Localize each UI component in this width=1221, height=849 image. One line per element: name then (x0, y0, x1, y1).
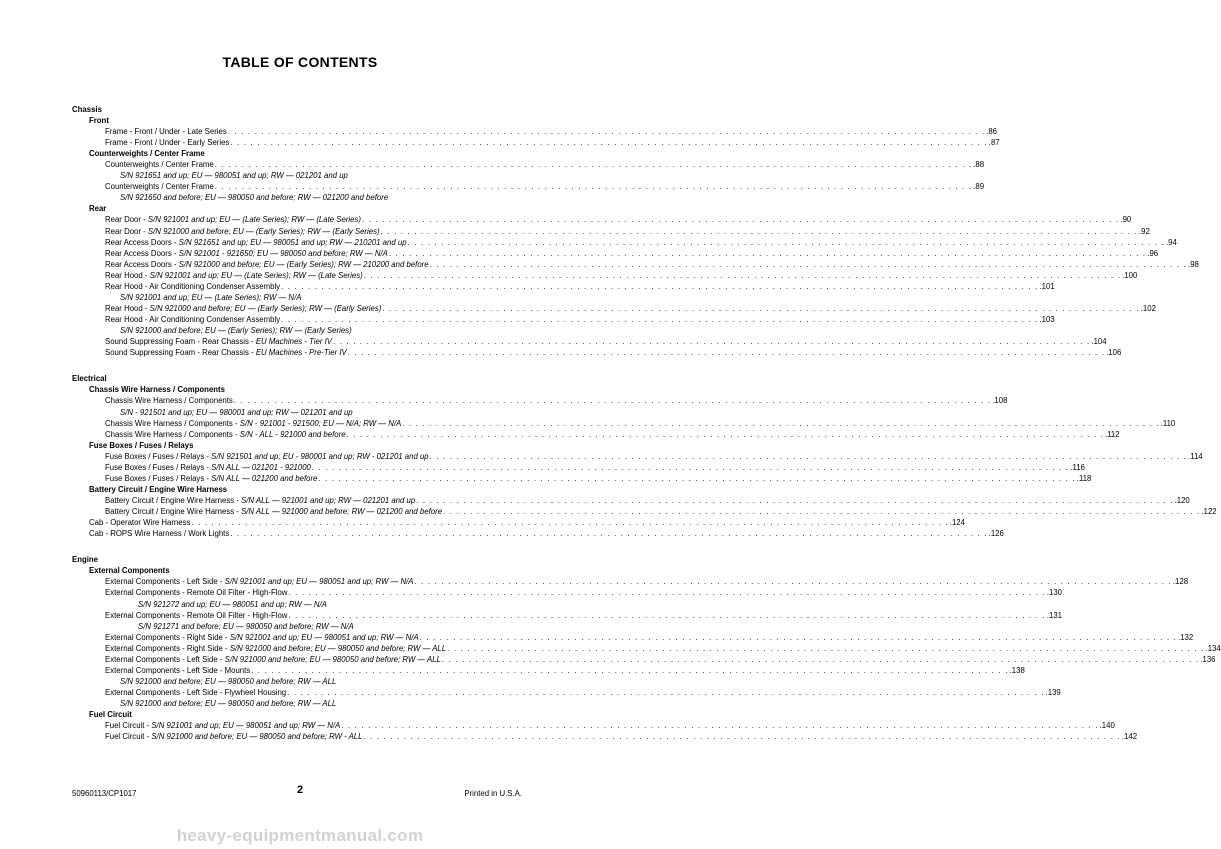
toc-page-value: 86 (988, 127, 998, 136)
toc-page-number: .120 (1174, 496, 1190, 506)
toc-entry-title (105, 214, 361, 225)
toc-entry-serial-range: S/N 921651 and up; EU — 980051 and up; RW — 021201 and up (120, 171, 348, 181)
toc-entry-title (89, 528, 229, 539)
toc-entry-qualifier: S/N 921000 and before; EU — 980050 and before; RW — ALL (224, 654, 441, 664)
toc-entry-text: Chassis Wire Harness / Components - (105, 429, 240, 439)
toc-entry-title (105, 473, 317, 484)
toc-entry-title (105, 270, 363, 281)
subsection-heading: Fuel Circuit (89, 710, 132, 720)
toc-entry-text: Rear Door - (105, 215, 148, 225)
toc-entry[interactable] (72, 610, 1063, 621)
dot-leader: . . . . . . . . . . . . . . . . . . . . . . . . . . . . . . . . . . . . . . . . . . . . . . . . . . . . . . . . . . . . . . . . . . . . . . . . . . . . . . . . . . . . . . . . . . . . . . . . . . . . . . . . . . . . . . . . . (214, 160, 973, 170)
dot-leader: . . . . . . . . . . . . . . . . . . . . . . . . . . . . . . . . . . . . . . . . . . . . . . . . . . . . . . . . . . . . . . . . . . . . . . . . . . . . . . . . . . . . . . . . . . . . . . . . . . . . . . . . . . . . . . . . . (429, 259, 1188, 269)
dot-leader: . . . . . . . . . . . . . . . . . . . . . . . . . . . . . . . . . . . . . . . . . . . . . . . . . . . . . . . . . . . . . . . . . . . . . . . . . . . . . . . . . . . . . . . . . . . . . . . . . . . . . . . . . . . . . . . . . (227, 127, 986, 136)
toc-entry[interactable] (72, 429, 1120, 440)
toc-entry[interactable] (72, 395, 1008, 406)
toc-entry-text: Fuse Boxes / Fuses / Relays - (105, 451, 212, 461)
toc-entry[interactable] (72, 506, 1217, 517)
toc-entry[interactable] (72, 517, 965, 528)
toc-entry[interactable] (72, 237, 1177, 248)
watermark: heavy-equipmentmanual.com (176, 826, 424, 845)
dot-leader: . . . . . . . . . . . . . . . . . . . . . . . . . . . . . . . . . . . . . . . . . . . . . . . . . . . . . . . . . . . . . . . . . . . . . . . . . . . . . . . . . . . . . . . . . . . . . . . . . . . . . . . . . . . . . . . . . (333, 337, 1091, 347)
toc-entry[interactable] (72, 473, 1092, 484)
toc-entry-title (105, 610, 287, 621)
toc-page-value: 108 (994, 396, 1008, 406)
toc-entry-text: External Components - Remote Oil Filter - High-Flow (105, 588, 288, 598)
toc-page-number: .87 (988, 138, 1000, 148)
toc-page-number: .102 (1140, 304, 1156, 314)
toc-entry[interactable] (72, 214, 1132, 225)
subsection-heading: External Components (89, 566, 170, 576)
dot-leader: . . . . . . . . . . . . . . . . . . . . . . . . . . . . . . . . . . . . . . . . . . . . . . . . . . . . . . . . . . . . . . . . . . . . . . . . . . . . . . . . . . . . . . . . . . . . . . . . . . . . . . . . . . . . . . . . . (233, 396, 992, 406)
toc-page-value: 138 (1011, 665, 1025, 675)
toc-page-number: .124 (949, 518, 965, 528)
toc-page-number: .132 (1178, 632, 1194, 642)
toc-page-number: .86 (986, 127, 998, 136)
toc-entry[interactable] (72, 248, 1159, 259)
toc-entry-text: Rear Door - (105, 226, 148, 236)
toc-entry-text: Sound Suppressing Foam - Rear Chassis - (105, 337, 256, 347)
dot-leader: . . . . . . . . . . . . . . . . . . . . . . . . . . . . . . . . . . . . . . . . . . . . . . . . . . . . . . . . . . . . . . . . . . . . . . . . . . . . . . . . . . . . . . . . . . . . . . . . . . . . . . . . . . . . . . . . . (407, 237, 1165, 247)
section-heading: Chassis (72, 105, 102, 114)
toc-entry[interactable] (72, 462, 1085, 473)
toc-entry-text: Rear Access Doors - (105, 259, 179, 269)
toc-page-value: 112 (1107, 429, 1120, 439)
toc-entry-serial-range: S/N 921000 and before; EU — 980050 and before; RW — ALL (120, 677, 337, 687)
toc-entry-serial-range: S/N - 921501 and up; EU — 980001 and up; RW — 021201 and up (120, 407, 353, 417)
toc-entry-title (105, 687, 286, 698)
toc-entry-text: Fuel Circuit - (105, 732, 152, 742)
toc-entry-text: Chassis Wire Harness / Components (105, 396, 233, 406)
toc-entry-qualifier: S/N ALL — 921001 and up; RW — 021201 and up (241, 496, 416, 506)
toc-entry-qualifier: S/N - ALL - 921000 and before (239, 429, 346, 439)
dot-leader: . . . . . . . . . . . . . . . . . . . . . . . . . . . . . . . . . . . . . . . . . . . . . . . . . . . . . . . . . . . . . . . . . . . . . . . . . . . . . . . . . . . . . . . . . . . . . . . . . . . . . . . . . . . . . . . . . (281, 281, 1039, 291)
toc-entry-title (105, 395, 233, 406)
toc-entry-text: Sound Suppressing Foam - Rear Chassis - (105, 348, 256, 358)
toc-entry-text: Frame - Front / Under - Late Series (105, 127, 227, 136)
toc-entry[interactable] (72, 720, 1115, 731)
subsection-heading: Fuse Boxes / Fuses / Relays (89, 440, 194, 450)
toc-page-number: .130 (1046, 588, 1063, 598)
toc-page-number: .89 (973, 182, 985, 192)
toc-page-number: .116 (1070, 462, 1085, 472)
toc-entry[interactable] (72, 259, 1199, 270)
dot-leader: . . . . . . . . . . . . . . . . . . . . . . . . . . . . . . . . . . . . . . . . . . . . . . . . . . . . . . . . . . . . . . . . . . . . . . . . . . . . . . . . . . . . . . . . . . . . . . . . . . . . . . . . . . . . . . . . . (388, 248, 1147, 258)
document-number: 50960113/CP1017 (72, 789, 137, 798)
toc-entry-text: External Components - Left Side - (105, 654, 225, 664)
toc-page-value: 130 (1049, 588, 1063, 598)
dot-leader: . . . . . . . . . . . . . . . . . . . . . . . . . . . . . . . . . . . . . . . . . . . . . . . . . . . . . . . . . . . . . . . . . . . . . . . . . . . . . . . . . . . . . . . . . . . . . . . . . . . . . . . . . . . . . . . . . (191, 518, 949, 528)
toc-entry-qualifier: S/N 921000 and before; EU — (Early Series); RW — 210200 and before (178, 259, 429, 269)
subsection-heading: Front (89, 116, 109, 125)
toc-entry-title (105, 126, 227, 137)
toc-page-number: .104 (1091, 337, 1107, 347)
toc-entry-serial-range: S/N 921001 and up; EU — (Late Series); RW — N/A (120, 293, 302, 303)
dot-leader: . . . . . . . . . . . . . . . . . . . . . . . . . . . . . . . . . . . . . . . . . . . . . . . . . . . . . . . . . . . . . . . . . . . . . . . . . . . . . . . . . . . . . . . . . . . . . . . . . . . . . . . . . . . . . . . . . (443, 507, 1201, 517)
toc-page-value: 128 (1175, 577, 1189, 587)
subsection-heading: Rear (89, 204, 107, 214)
toc-page-value: 87 (990, 138, 1000, 148)
toc-page-value: 102 (1142, 304, 1156, 314)
toc-entry-text: Rear Access Doors - (105, 237, 179, 247)
printed-in-label: Printed in U.S.A. (464, 789, 522, 798)
toc-entry-title (105, 248, 388, 259)
toc-page-number: .136 (1200, 654, 1216, 664)
toc-entry[interactable] (72, 336, 1107, 347)
toc-entry[interactable] (72, 654, 1216, 665)
toc-entry-qualifier: EU Machines - Tier IV (255, 337, 332, 347)
dot-leader: . . . . . . . . . . . . . . . . . . . . . . . . . . . . . . . . . . . . . . . . . . . . . . . . . . . . . . . . . . . . . . . . . . . . . . . . . . . . . . . . . . . . . . . . . . . . . . . . . . . . . . . . . . . . . . . . . (288, 588, 1046, 598)
toc-page-number: .128 (1172, 577, 1189, 587)
toc-page-number: .96 (1147, 248, 1159, 258)
toc-page-number: .90 (1120, 215, 1132, 225)
toc-entry-title (105, 654, 441, 665)
toc-entry-title (105, 665, 250, 676)
toc-entry-text: Fuse Boxes / Fuses / Relays - (105, 473, 212, 483)
dot-leader: . . . . . . . . . . . . . . . . . . . . . . . . . . . . . . . . . . . . . . . . . . . . . . . . . . . . . . . . . . . . . . . . . . . . . . . . . . . . . . . . . . . . . . . . . . . . . . . . . . . . . . . . . . . . . . . . . (447, 643, 1205, 653)
table-of-contents (72, 104, 1221, 742)
toc-entry-text: Rear Hood - Air Conditioning Condenser Assembly (105, 281, 281, 291)
toc-page-value: 124 (951, 518, 965, 528)
toc-entry-title (105, 259, 429, 270)
subsection-heading: Chassis Wire Harness / Components (89, 385, 225, 395)
toc-entry-qualifier: S/N 921001 and up; EU — 980051 and up; RW — N/A (224, 577, 414, 587)
dot-leader: . . . . . . . . . . . . . . . . . . . . . . . . . . . . . . . . . . . . . . . . . . . . . . . . . . . . . . . . . . . . . . . . . . . . . . . . . . . . . . . . . . . . . . . . . . . . . . . . . . . . . . . . . . . . . . . . . (363, 270, 1122, 280)
dot-leader: . . . . . . . . . . . . . . . . . . . . . . . . . . . . . . . . . . . . . . . . . . . . . . . . . . . . . . . . . . . . . . . . . . . . . . . . . . . . . . . . . . . . . . . . . . . . . . . . . . . . . . . . . . . . . . . . . (311, 462, 1070, 472)
toc-page-number: .94 (1165, 237, 1177, 247)
toc-entry[interactable] (72, 418, 1176, 429)
toc-entry-text: Counterweights / Center Frame (105, 160, 214, 170)
toc-page-value: 116 (1072, 462, 1085, 472)
toc-entry-text: Cab - ROPS Wire Harness / Work Lights (89, 529, 230, 539)
toc-entry-title (105, 314, 280, 325)
toc-entry-title (105, 576, 413, 587)
toc-entry[interactable] (72, 226, 1150, 237)
toc-page-number: .138 (1009, 665, 1025, 675)
toc-entry-text: External Components - Left Side - Flywheel Housing (105, 688, 287, 698)
dot-leader: . . . . . . . . . . . . . . . . . . . . . . . . . . . . . . . . . . . . . . . . . . . . . . . . . . . . . . . . . . . . . . . . . . . . . . . . . . . . . . . . . . . . . . . . . . . . . . . . . . . . . . . . . . . . . . . . . (416, 496, 1174, 506)
toc-entry[interactable] (72, 347, 1122, 358)
toc-page-number: .98 (1188, 259, 1199, 269)
dot-leader: . . . . . . . . . . . . . . . . . . . . . . . . . . . . . . . . . . . . . . . . . . . . . . . . . . . . . . . . . . . . . . . . . . . . . . . . . . . . . . . . . . . . . . . . . . . . . . . . . . . . . . . . . . . . . . . . . (380, 226, 1138, 236)
toc-entry-text: Fuel Circuit - (105, 721, 152, 731)
toc-entry[interactable] (72, 528, 1004, 539)
dot-leader: . . . . . . . . . . . . . . . . . . . . . . . . . . . . . . . . . . . . . . . . . . . . . . . . . . . . . . . . . . . . . . . . . . . . . . . . . . . . . . . . . . . . . . . . . . . . . . . . . . . . . . . . . . . . . . . . . (441, 654, 1200, 664)
toc-page-value: 132 (1180, 632, 1194, 642)
toc-page-number: .110 (1160, 418, 1176, 428)
toc-entry-title (105, 137, 229, 148)
toc-page-value: 118 (1078, 473, 1092, 483)
toc-entry-title (105, 462, 311, 473)
dot-leader: . . . . . . . . . . . . . . . . . . . . . . . . . . . . . . . . . . . . . . . . . . . . . . . . . . . . . . . . . . . . . . . . . . . . . . . . . . . . . . . . . . . . . . . . . . . . . . . . . . . . . . . . . . . . . . . . . (346, 429, 1104, 439)
toc-entry[interactable] (72, 731, 1138, 742)
toc-entry-title (105, 495, 415, 506)
toc-page-number: .108 (992, 396, 1008, 406)
toc-page-number: .134 (1205, 643, 1221, 653)
toc-entry[interactable] (72, 632, 1194, 643)
toc-page-value: 106 (1108, 348, 1122, 358)
toc-page-value: 104 (1093, 337, 1107, 347)
toc-entry[interactable] (72, 126, 998, 137)
toc-page-number: .106 (1106, 348, 1122, 358)
toc-entry-title (105, 159, 214, 170)
toc-entry-qualifier: S/N 921000 and before; EU — 980050 and before; RW - ALL (151, 732, 363, 742)
dot-leader: . . . . . . . . . . . . . . . . . . . . . . . . . . . . . . . . . . . . . . . . . . . . . . . . . . . . . . . . . . . . . . . . . . . . . . . . . . . . . . . . . . . . . . . . . . . . . . . . . . . . . . . . . . . . . . . . . (318, 473, 1076, 483)
toc-entry-title (89, 517, 190, 528)
toc-page-number: .103 (1039, 315, 1055, 325)
toc-page-value: 126 (990, 529, 1004, 539)
dot-leader: . . . . . . . . . . . . . . . . . . . . . . . . . . . . . . . . . . . . . . . . . . . . . . . . . . . . . . . . . . . . . . . . . . . . . . . . . . . . . . . . . . . . . . . . . . . . . . . . . . . . . . . . . . . . . . . . . (287, 688, 1045, 698)
toc-entry-serial-range: S/N 921650 and before; EU — 980050 and before; RW — 021200 and before (120, 193, 389, 203)
toc-entry-text: External Components - Right Side - (105, 632, 230, 642)
toc-page-number: .126 (988, 529, 1004, 539)
toc-page-value: 94 (1168, 237, 1177, 247)
toc-entry-title (105, 181, 214, 192)
dot-leader: . . . . . . . . . . . . . . . . . . . . . . . . . . . . . . . . . . . . . . . . . . . . . . . . . . . . . . . . . . . . . . . . . . . . . . . . . . . . . . . . . . . . . . . . . . . . . . . . . . . . . . . . . . . . . . . . . (382, 304, 1140, 314)
toc-entry-text: Counterweights / Center Frame (105, 182, 214, 192)
toc-page-number: .114 (1188, 451, 1203, 461)
toc-entry-serial-range: S/N 921271 and before; EU — 980050 and before; RW — N/A (138, 621, 354, 631)
dot-leader: . . . . . . . . . . . . . . . . . . . . . . . . . . . . . . . . . . . . . . . . . . . . . . . . . . . . . . . . . . . . . . . . . . . . . . . . . . . . . . . . . . . . . . . . . . . . . . . . . . . . . . . . . . . . . . . . . (288, 610, 1046, 620)
toc-entry-qualifier: S/N ALL — 921000 and before; RW — 021200 and before (241, 507, 443, 517)
toc-page-value: 142 (1124, 732, 1138, 742)
toc-entry-text: Fuse Boxes / Fuses / Relays - (105, 462, 212, 472)
toc-entry-text: External Components - Remote Oil Filter - High-Flow (105, 610, 288, 620)
toc-entry-qualifier: S/N 921001 and up; EU — (Late Series); RW — (Late Series) (147, 215, 361, 225)
toc-page-number: .101 (1039, 281, 1055, 291)
toc-page-value: 122 (1203, 507, 1217, 517)
toc-entry[interactable] (72, 587, 1063, 598)
toc-page-value: 101 (1041, 281, 1055, 291)
toc-entry-title (105, 632, 419, 643)
toc-page-value: 92 (1141, 226, 1150, 236)
toc-page-value: 90 (1122, 215, 1132, 225)
toc-page-number: .92 (1139, 226, 1150, 236)
subsection-heading: Battery Circuit / Engine Wire Harness (89, 485, 228, 495)
toc-page-number: .140 (1099, 721, 1115, 731)
dot-leader: . . . . . . . . . . . . . . . . . . . . . . . . . . . . . . . . . . . . . . . . . . . . . . . . . . . . . . . . . . . . . . . . . . . . . . . . . . . . . . . . . . . . . . . . . . . . . . . . . . . . . . . . . . . . . . . . . (230, 138, 988, 148)
toc-page-value: 120 (1176, 496, 1190, 506)
toc-entry-title (105, 451, 429, 462)
toc-entry-qualifier: S/N 921001 - 921650; EU — 980050 and before; RW — N/A (178, 248, 388, 258)
toc-page-value: 136 (1202, 654, 1216, 664)
toc-entry[interactable] (72, 137, 1000, 148)
dot-leader: . . . . . . . . . . . . . . . . . . . . . . . . . . . . . . . . . . . . . . . . . . . . . . . . . . . . . . . . . . . . . . . . . . . . . . . . . . . . . . . . . . . . . . . . . . . . . . . . . . . . . . . . . . . . . . . . . (419, 632, 1178, 642)
toc-entry-text: Frame - Front / Under - Early Series (105, 138, 230, 148)
toc-entry[interactable] (72, 303, 1156, 314)
dot-leader: . . . . . . . . . . . . . . . . . . . . . . . . . . . . . . . . . . . . . . . . . . . . . . . . . . . . . . . . . . . . . . . . . . . . . . . . . . . . . . . . . . . . . . . . . . . . . . . . . . . . . . . . . . . . . . . . . (361, 215, 1120, 225)
toc-entry-qualifier: S/N 921651 and up; EU — 980051 and up; RW — 210201 and up (178, 237, 407, 247)
page-title: TABLE OF CONTENTS (222, 54, 378, 70)
toc-entry-text: Chassis Wire Harness / Components - (105, 418, 240, 428)
toc-entry-text: Cab - Operator Wire Harness (89, 518, 191, 528)
toc-entry[interactable] (72, 687, 1061, 698)
toc-entry-text: Rear Hood - (105, 270, 150, 280)
toc-entry[interactable] (72, 576, 1189, 587)
toc-entry-qualifier: S/N - 921001 - 921500; EU — N/A; RW — N/A (239, 418, 402, 428)
dot-leader: . . . . . . . . . . . . . . . . . . . . . . . . . . . . . . . . . . . . . . . . . . . . . . . . . . . . . . . . . . . . . . . . . . . . . . . . . . . . . . . . . . . . . . . . . . . . . . . . . . . . . . . . . . . . . . . . . (214, 182, 973, 192)
dot-leader: . . . . . . . . . . . . . . . . . . . . . . . . . . . . . . . . . . . . . . . . . . . . . . . . . . . . . . . . . . . . . . . . . . . . . . . . . . . . . . . . . . . . . . . . . . . . . . . . . . . . . . . . . . . . . . . . . (414, 577, 1172, 587)
toc-entry-qualifier: EU Machines - Pre-Tier IV (255, 348, 347, 358)
toc-page-value: 100 (1124, 270, 1138, 280)
toc-entry-qualifier: S/N 921000 and before; EU — (Early Series); RW — (Early Series) (147, 226, 380, 236)
toc-page-number: .112 (1104, 429, 1120, 439)
toc-entry-qualifier: S/N ALL — 021201 - 921000 (211, 462, 311, 472)
toc-entry-title (105, 237, 407, 248)
toc-page-value: 88 (975, 160, 985, 170)
toc-entry-qualifier: S/N ALL — 021200 and before (211, 473, 318, 483)
toc-page-number: .118 (1076, 473, 1092, 483)
toc-entry-text: Rear Hood - Air Conditioning Condenser Assembly (105, 315, 281, 325)
toc-entry-title (105, 281, 280, 292)
section-heading: Engine (72, 555, 98, 565)
toc-entry-text: Battery Circuit / Engine Wire Harness - (105, 507, 242, 517)
toc-entry-text: Rear Hood - (105, 304, 150, 314)
toc-entry-qualifier: S/N 921000 and before; EU — 980050 and before; RW — ALL (229, 643, 447, 653)
dot-leader: . . . . . . . . . . . . . . . . . . . . . . . . . . . . . . . . . . . . . . . . . . . . . . . . . . . . . . . . . . . . . . . . . . . . . . . . . . . . . . . . . . . . . . . . . . . . . . . . . . . . . . . . . . . . . . . . . (429, 451, 1188, 461)
toc-entry-text: External Components - Right Side - (105, 643, 230, 653)
toc-entry-text: External Components - Left Side - (105, 577, 225, 587)
toc-page-value: 114 (1190, 451, 1203, 461)
page-number: 2 (296, 784, 304, 796)
toc-entry-serial-range: S/N 921000 and before; EU — (Early Series); RW — (Early Series) (120, 326, 352, 336)
toc-entry-title (105, 303, 381, 314)
toc-entry-title (105, 731, 362, 742)
toc-entry-qualifier: S/N 921001 and up; EU — 980051 and up; RW — N/A (229, 632, 419, 642)
toc-page-number: .131 (1046, 610, 1063, 620)
toc-entry[interactable] (72, 495, 1190, 506)
toc-entry[interactable] (72, 314, 1055, 325)
toc-entry-title (105, 506, 442, 517)
dot-leader: . . . . . . . . . . . . . . . . . . . . . . . . . . . . . . . . . . . . . . . . . . . . . . . . . . . . . . . . . . . . . . . . . . . . . . . . . . . . . . . . . . . . . . . . . . . . . . . . . . . . . . . . . . . . . . . . . (281, 315, 1039, 325)
toc-page-number: .100 (1122, 270, 1138, 280)
toc-entry-title (105, 347, 347, 358)
toc-entry-text: Rear Access Doors - (105, 248, 179, 258)
toc-entry-qualifier: S/N 921000 and before; EU — (Early Series); RW — (Early Series) (149, 304, 382, 314)
toc-entry-title (105, 643, 446, 654)
dot-leader: . . . . . . . . . . . . . . . . . . . . . . . . . . . . . . . . . . . . . . . . . . . . . . . . . . . . . . . . . . . . . . . . . . . . . . . . . . . . . . . . . . . . . . . . . . . . . . . . . . . . . . . . . . . . . . . . . (402, 418, 1160, 428)
toc-entry-title (105, 226, 380, 237)
toc-entry-text: External Components - Left Side - Mounts (105, 665, 251, 675)
toc-page-value: 98 (1190, 259, 1199, 269)
toc-page-number: .139 (1045, 688, 1061, 698)
toc-page-number: .122 (1201, 507, 1217, 517)
toc-entry-serial-range: S/N 921272 and up; EU — 980051 and up; RW — N/A (138, 599, 327, 609)
toc-page-value: 134 (1207, 643, 1221, 653)
toc-entry[interactable] (72, 451, 1203, 462)
toc-entry-serial-range: S/N 921000 and before; EU — 980050 and before; RW — ALL (120, 699, 337, 709)
toc-entry-text: Battery Circuit / Engine Wire Harness - (105, 496, 242, 506)
toc-page-value: 89 (975, 182, 985, 192)
dot-leader: . . . . . . . . . . . . . . . . . . . . . . . . . . . . . . . . . . . . . . . . . . . . . . . . . . . . . . . . . . . . . . . . . . . . . . . . . . . . . . . . . . . . . . . . . . . . . . . . . . . . . . . . . . . . . . . . . (230, 529, 988, 539)
toc-entry-qualifier: S/N 921501 and up; EU - 980001 and up; RW - 021201 and up (211, 451, 429, 461)
toc-entry-title (105, 418, 401, 429)
subsection-heading: Counterweights / Center Frame (89, 149, 205, 159)
toc-page-value: 110 (1162, 418, 1176, 428)
toc-page-value: 96 (1149, 248, 1159, 258)
dot-leader: . . . . . . . . . . . . . . . . . . . . . . . . . . . . . . . . . . . . . . . . . . . . . . . . . . . . . . . . . . . . . . . . . . . . . . . . . . . . . . . . . . . . . . . . . . . . . . . . . . . . . . . . . . . . . . . . . (251, 665, 1009, 675)
toc-entry-qualifier: S/N 921001 and up; EU — 980051 and up; RW — N/A (151, 721, 341, 731)
toc-entry[interactable] (72, 643, 1221, 654)
toc-page-value: 139 (1047, 688, 1061, 698)
toc-entry[interactable] (72, 665, 1025, 676)
toc-page-number: .88 (973, 160, 985, 170)
toc-entry[interactable] (72, 281, 1055, 292)
toc-entry[interactable] (72, 181, 985, 192)
dot-leader: . . . . . . . . . . . . . . . . . . . . . . . . . . . . . . . . . . . . . . . . . . . . . . . . . . . . . . . . . . . . . . . . . . . . . . . . . . . . . . . . . . . . . . . . . . . . . . . . . . . . . . . . . . . . . . . . . (341, 721, 1099, 731)
toc-entry-title (105, 587, 287, 598)
dot-leader: . . . . . . . . . . . . . . . . . . . . . . . . . . . . . . . . . . . . . . . . . . . . . . . . . . . . . . . . . . . . . . . . . . . . . . . . . . . . . . . . . . . . . . . . . . . . . . . . . . . . . . . . . . . . . . . . . (363, 732, 1121, 742)
toc-page-value: 140 (1101, 721, 1115, 731)
toc-entry[interactable] (72, 270, 1138, 281)
toc-entry-title (105, 720, 340, 731)
toc-entry-title (105, 336, 332, 347)
toc-page-value: 103 (1041, 315, 1055, 325)
dot-leader: . . . . . . . . . . . . . . . . . . . . . . . . . . . . . . . . . . . . . . . . . . . . . . . . . . . . . . . . . . . . . . . . . . . . . . . . . . . . . . . . . . . . . . . . . . . . . . . . . . . . . . . . . . . . . . . . . (347, 348, 1106, 358)
toc-entry-qualifier: S/N 921001 and up; EU — (Late Series); RW — (Late Series) (149, 270, 363, 280)
toc-entry-title (105, 429, 346, 440)
toc-page-value: 131 (1049, 610, 1063, 620)
toc-page-number: .142 (1121, 732, 1138, 742)
section-heading: Electrical (72, 374, 107, 384)
toc-entry[interactable] (72, 159, 985, 170)
